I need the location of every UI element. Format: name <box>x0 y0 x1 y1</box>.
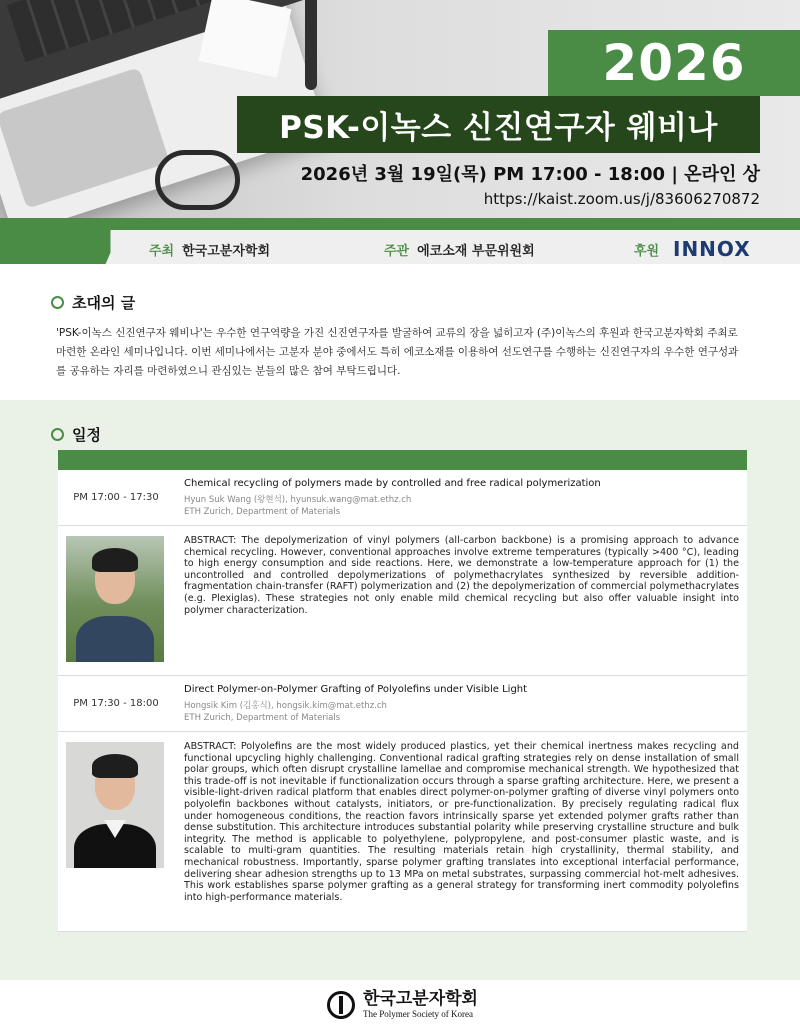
year-badge <box>548 30 800 96</box>
schedule-heading <box>51 424 101 445</box>
sponsor-info <box>634 240 667 259</box>
speaker-affiliation: ETH Zurich, Department of Materials <box>184 507 341 517</box>
organizer-bar-accent <box>0 230 120 264</box>
host-name: 한국고분자학회 <box>182 244 271 259</box>
circle-bullet-icon <box>51 428 64 441</box>
table-row <box>58 526 747 676</box>
title-badge <box>237 96 760 153</box>
table-row <box>58 732 747 932</box>
sponsor-label: 후원 <box>634 244 660 259</box>
circle-bullet-icon <box>51 296 64 309</box>
pen-photo <box>305 0 317 90</box>
society-logo <box>327 990 478 1019</box>
organizer-info <box>384 240 535 259</box>
talk-info <box>174 470 747 525</box>
speaker-photo-cell <box>58 526 174 675</box>
table-row <box>58 470 747 526</box>
zoom-link[interactable]: https://kaist.zoom.us/j/83606270872 <box>483 190 760 208</box>
schedule-table-header <box>58 450 747 470</box>
society-seal-icon <box>327 991 355 1019</box>
speaker-photo <box>66 536 164 662</box>
innox-logo: INNOX <box>673 237 751 261</box>
society-name-en: The Polymer Society of Korea <box>363 1009 473 1019</box>
society-name-ko: 한국고분자학회 <box>363 989 478 1009</box>
speaker-affiliation: ETH Zurich, Department of Materials <box>184 713 341 723</box>
speaker-contact: Hyun Suk Wang (왕현석), hyunsuk.wang@mat.ethz.ch <box>184 495 412 505</box>
page-title: PSK-이녹스 신진연구자 웨비나 <box>279 110 718 146</box>
event-date: 2026년 3월 19일(목) PM 17:00 - 18:00 | 온라인 상 <box>300 164 760 185</box>
organizer-label: 주관 <box>384 244 410 259</box>
talk-abstract: ABSTRACT: Polyolefins are the most widely produced plastics, yet their chemical inertness makes recycling and functional upcycling highly challenging. Conventional radical grafting strategies rely on dense installation of small polar groups, which often disrupt crystalline lamellae and compromise mechanical strength. We hypothesized that this trade-off is not inevitable if functionalization occurs through a sparse grafting architecture. Here, we present a visible-light-driven radical platform that enables direct polymer-on-polymer grafting of diverse vinyl polymers onto polyolefin backbones without catalysts, initiators, or pre-functionalization. By precisely regulating radical flux under homogeneous conditions, the reaction favors intrinsically sparse yet extended polymer grafts rather than dense substitution. This architecture introduces substantial polarity while preserving crystalline structure and bulk integrity. The method is applicable to polyethylene, polypropylene, and post-consumer plastic waste, and is scalable to multi-gram quantities. The resulting materials retain high crystallinity, thermal stability, and mechanical robustness. Importantly, sparse polymer grafting translates into exceptional interfacial performance, delivering shear adhesion strengths up to 13 MPa on metal substrates, surpassing commercial hot-melt adhesives. This work establishes sparse polymer grafting as a general strategy for transforming inert commodity polyolefins into high-performance materials. <box>184 741 739 903</box>
table-row <box>58 676 747 732</box>
speaker-hair <box>92 548 138 572</box>
talk-abstract: ABSTRACT: The depolymerization of vinyl polymers (all-carbon backbone) is a promising approach to advance chemical recycling. However, conventional approaches involve extreme temperatures (typically >400 °C), leading to high energy consumption and side reactions. Here, we demonstrate a low-temperature approach for (1) the uncontrolled and controlled depolymerizations of polymethacrylates synthesized by reversible addition-fragmentation chain-transfer (RAFT) polymerization and (2) the depolymerization of commercial polymethacrylates (e.g. Plexiglas). These strategies not only enable mild chemical recycling but also offer valuable insight into polymer characterization. <box>184 535 739 616</box>
invitation-body: 'PSK-이녹스 신진연구자 웨비나'는 우수한 연구역량을 가진 신진연구자를 발굴하여 교류의 장을 넓히고자 (주)이녹스의 후원과 한국고분자학회 주최로 마련한 온라인 세미나입니다. 이번 세미나에서는 고분자 분야 중에서도 특히 에코소재를 이용하여 선도연구를 수행하는 신진연구자의 우수한 연구성과를 공유하는 자리를 마련하였으니 관심있는 분들의 많은 참여 부탁드립니다. <box>56 327 739 377</box>
host-label: 주최 <box>149 244 175 259</box>
talk-info <box>174 676 747 731</box>
speaker-hair <box>92 754 138 778</box>
schedule-heading-text: 일정 <box>72 426 101 444</box>
speaker-photo-cell <box>58 732 174 931</box>
society-name-block <box>363 990 478 1019</box>
green-divider <box>0 218 800 230</box>
organizer-name: 에코소재 부문위원회 <box>417 244 535 259</box>
schedule-table <box>58 450 747 932</box>
speaker-contact: Hongsik Kim (김홍식), hongsik.kim@mat.ethz.ch <box>184 701 387 711</box>
talk-time: PM 17:00 - 17:30 <box>73 492 159 503</box>
invitation-heading-text: 초대의 글 <box>72 294 136 312</box>
year-text: 2026 <box>602 34 746 92</box>
talk-title: Chemical recycling of polymers made by controlled and free radical polymerization <box>184 478 601 489</box>
host-info <box>149 240 270 259</box>
speaker-shirt <box>76 616 154 662</box>
speaker-photo <box>66 742 164 868</box>
talk-title: Direct Polymer-on-Polymer Grafting of Polyolefins under Visible Light <box>184 684 528 695</box>
header-banner <box>0 0 800 218</box>
invitation-heading <box>51 292 135 313</box>
glasses-photo <box>155 150 240 210</box>
talk-time: PM 17:30 - 18:00 <box>73 698 159 709</box>
